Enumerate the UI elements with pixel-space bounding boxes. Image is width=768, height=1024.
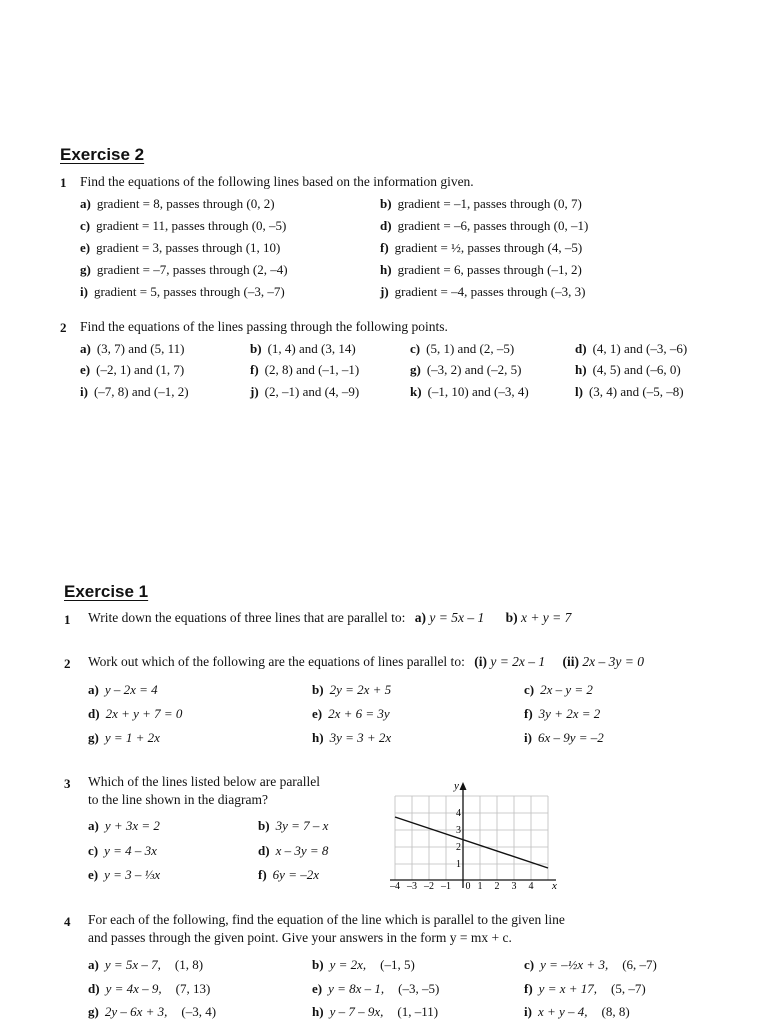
list-item: c) gradient = 11, passes through (0, –5) [80, 218, 287, 233]
list-item: b) y = 2x, (–1, 5) [312, 957, 415, 972]
list-item: g) gradient = –7, passes through (2, –4) [80, 262, 288, 277]
list-item: i) (–7, 8) and (–1, 2) [80, 384, 189, 399]
x-tick-label: –2 [424, 881, 434, 890]
list-item: f) 6y = –2x [258, 867, 319, 882]
y-axis-arrow-icon [460, 782, 467, 790]
list-item: f) (2, 8) and (–1, –1) [250, 362, 360, 377]
question-text: For each of the following, find the equation of the line which is parallel to the given line [88, 912, 565, 927]
list-item: a) (3, 7) and (5, 11) [80, 341, 185, 356]
diagram-grid [395, 796, 548, 880]
question-text: and passes through the given point. Give your answers in the form y = mx + c. [88, 930, 512, 945]
line-diagram [390, 778, 570, 890]
y-tick-label: 2 [456, 842, 461, 853]
list-item: c) (5, 1) and (2, –5) [410, 341, 515, 356]
list-item: f) y = x + 17, (5, –7) [524, 981, 646, 996]
list-item: a) y – 2x = 4 [88, 682, 158, 697]
y-axis-label: y [454, 780, 459, 792]
list-item: l) (3, 4) and (–5, –8) [575, 384, 684, 399]
list-item: d) x – 3y = 8 [258, 843, 329, 858]
question-number: 2 [60, 320, 67, 335]
question-number: 2 [64, 656, 71, 671]
list-item: d) 2x + y + 7 = 0 [88, 706, 183, 721]
list-item: j) gradient = –4, passes through (–3, 3) [380, 284, 586, 299]
y-tick-label: 4 [456, 808, 461, 819]
list-item: d) gradient = –6, passes through (0, –1) [380, 218, 589, 233]
question-number: 3 [64, 776, 71, 791]
list-item: h) (4, 5) and (–6, 0) [575, 362, 681, 377]
x-axis-label: x [552, 880, 557, 890]
y-tick-label: 3 [456, 825, 461, 836]
list-item: h) gradient = 6, passes through (–1, 2) [380, 262, 582, 277]
x-tick-labels [390, 881, 534, 890]
x-tick-label: –1 [441, 881, 451, 890]
question-text: to the line shown in the diagram? [88, 792, 268, 807]
y-tick-label: 1 [456, 859, 461, 870]
x-tick-label: 2 [494, 881, 500, 890]
list-item: h) y – 7 – 9x, (1, –11) [312, 1004, 439, 1019]
x-tick-label: 0 [465, 881, 471, 890]
x-tick-label: 3 [511, 881, 517, 890]
list-item: j) (2, –1) and (4, –9) [250, 384, 360, 399]
question-number: 4 [64, 914, 71, 929]
list-item: c) 2x – y = 2 [524, 682, 593, 697]
list-item: g) (–3, 2) and (–2, 5) [410, 362, 522, 377]
question-text: Write down the equations of three lines that are parallel to: a) y = 5x – 1 b) x + y = 7 [88, 610, 572, 625]
list-item: c) y = –½x + 3, (6, –7) [524, 957, 657, 972]
list-item: e) y = 3 – ⅓x [88, 867, 161, 882]
list-item: i) 6x – 9y = –2 [524, 730, 604, 745]
list-item: e) y = 8x – 1, (–3, –5) [312, 981, 440, 996]
list-item: a) gradient = 8, passes through (0, 2) [80, 196, 275, 211]
list-item: f) gradient = ½, passes through (4, –5) [380, 240, 583, 255]
list-item: g) y = 1 + 2x [88, 730, 160, 745]
question-text: Find the equations of the following lines based on the information given. [80, 174, 474, 189]
list-item: i) x + y – 4, (8, 8) [524, 1004, 630, 1019]
x-tick-label: –3 [407, 881, 417, 890]
list-item: a) y = 5x – 7, (1, 8) [88, 957, 204, 972]
question-text: Which of the lines listed below are parallel [88, 774, 321, 789]
exercise-1-title: Exercise 1 [64, 582, 149, 601]
list-item: h) 3y = 3 + 2x [312, 730, 392, 745]
list-item: a) y + 3x = 2 [88, 818, 160, 833]
x-tick-label: 1 [477, 881, 483, 890]
plotted-line [395, 817, 548, 868]
x-tick-label: –4 [390, 881, 400, 890]
question-text: Find the equations of the lines passing through the following points. [80, 319, 448, 334]
list-item: i) gradient = 5, passes through (–3, –7) [80, 284, 285, 299]
question-text: Work out which of the following are the equations of lines parallel to: (i) y = 2x – 1 (ii) 2x – 3y = 0 [88, 654, 645, 669]
list-item: e) gradient = 3, passes through (1, 10) [80, 240, 281, 255]
exercise-2-title: Exercise 2 [60, 145, 145, 164]
question-number: 1 [64, 612, 71, 627]
list-item: e) 2x + 6 = 3y [312, 706, 390, 721]
list-item: b) (1, 4) and (3, 14) [250, 341, 356, 356]
list-item: d) y = 4x – 9, (7, 13) [88, 981, 211, 996]
list-item: c) y = 4 – 3x [88, 843, 157, 858]
x-tick-label: 4 [528, 881, 534, 890]
list-item: k) (–1, 10) and (–3, 4) [410, 384, 529, 399]
list-item: b) gradient = –1, passes through (0, 7) [380, 196, 582, 211]
list-item: b) 3y = 7 – x [258, 818, 329, 833]
list-item: e) (–2, 1) and (1, 7) [80, 362, 185, 377]
list-item: b) 2y = 2x + 5 [312, 682, 392, 697]
list-item: d) (4, 1) and (–3, –6) [575, 341, 688, 356]
list-item: f) 3y + 2x = 2 [524, 706, 601, 721]
list-item: g) 2y – 6x + 3, (–3, 4) [88, 1004, 217, 1019]
question-number: 1 [60, 175, 67, 190]
